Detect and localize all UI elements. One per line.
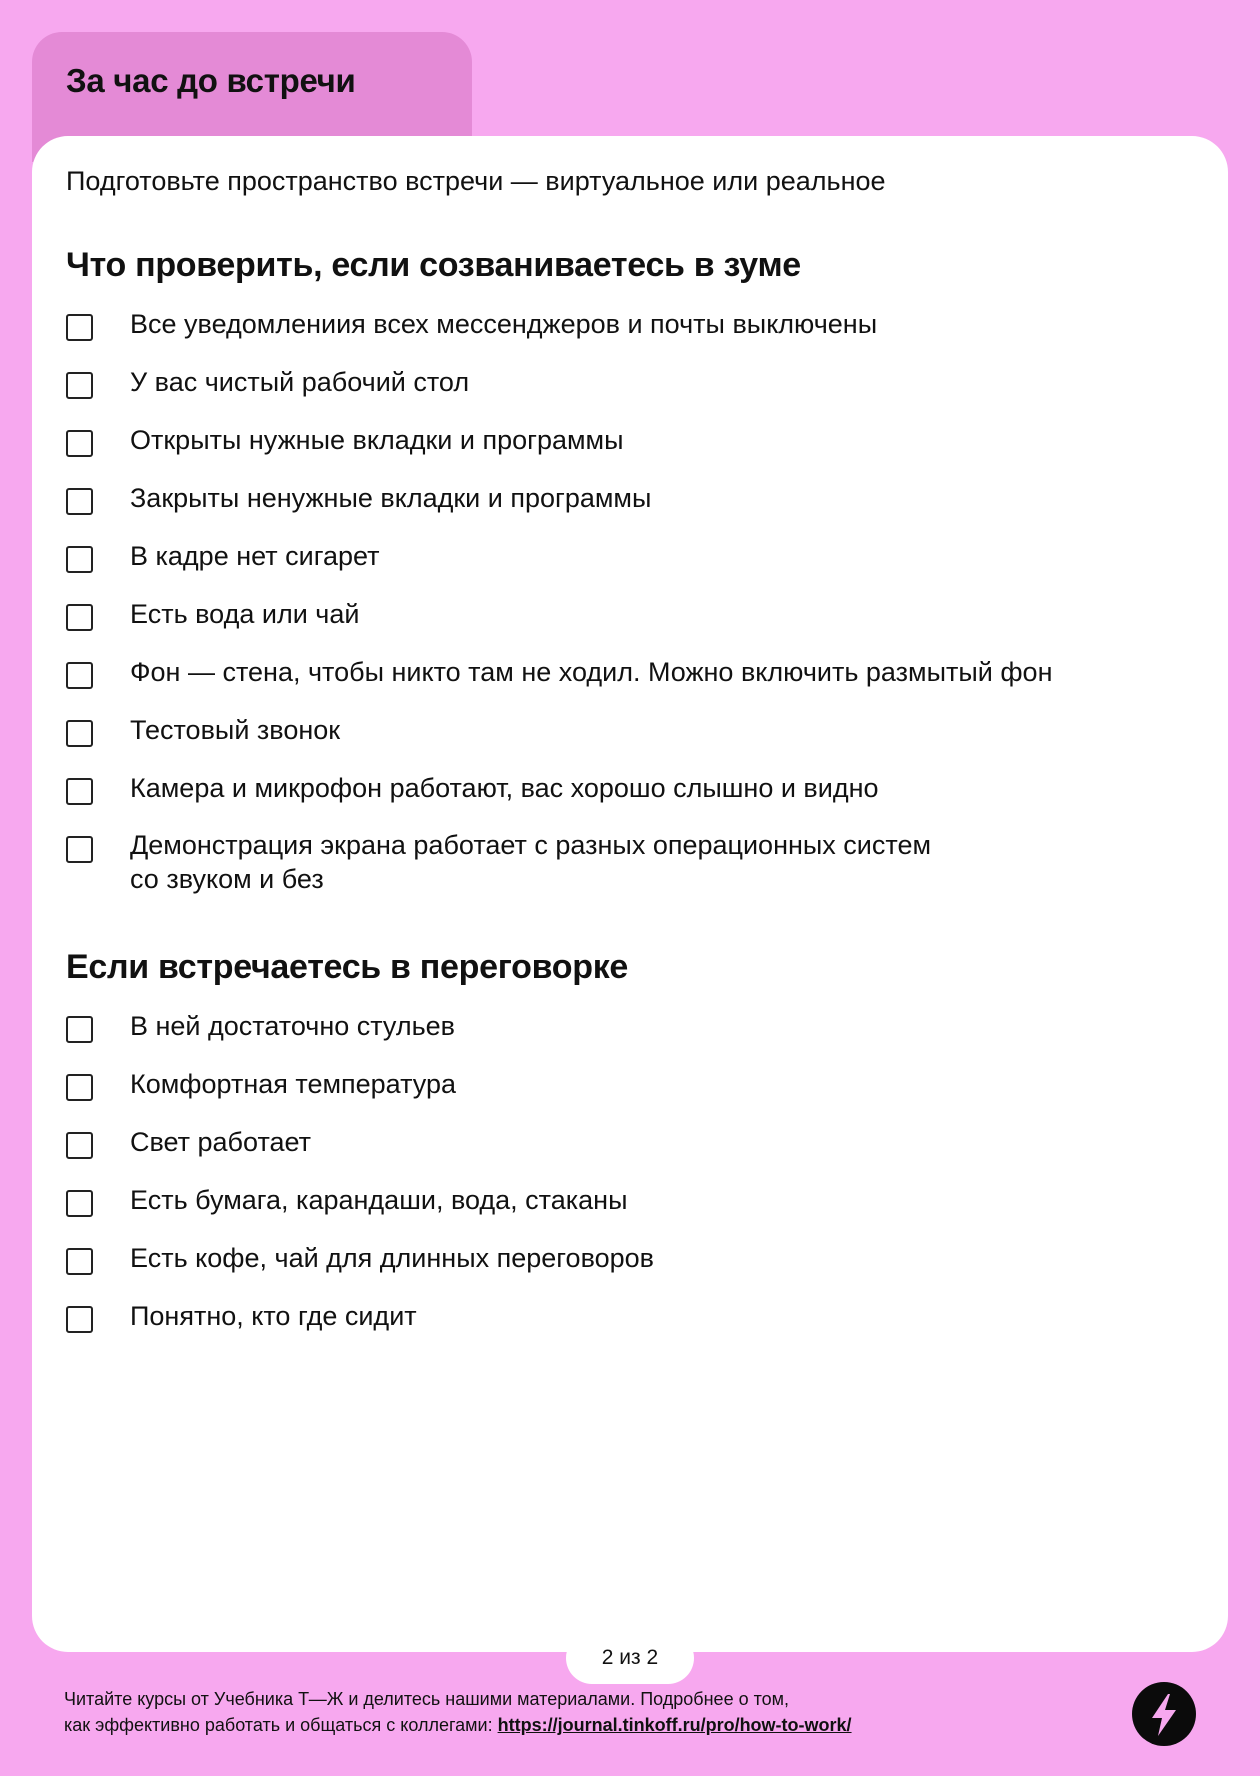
footer-line-2	[64, 1712, 852, 1738]
checklist-item-label: Демонстрация экрана работает с разных операционных систем со звуком и без	[130, 830, 932, 894]
footer-line-2-text: как эффективно работать и общаться с коллегами:	[64, 1715, 498, 1735]
checklist-item[interactable]	[66, 1240, 1166, 1298]
checkbox[interactable]	[66, 836, 93, 863]
checklist-item[interactable]	[66, 1008, 1166, 1066]
checklist-item[interactable]	[66, 306, 1166, 364]
page-indicator: 2 из 2	[566, 1632, 694, 1684]
checklist-item-label: Понятно, кто где сидит	[130, 1301, 417, 1331]
section-title-meeting-room: Если встречаетесь в переговорке	[66, 948, 629, 986]
checkbox[interactable]	[66, 662, 93, 689]
checkbox[interactable]	[66, 372, 93, 399]
checklist-item-label: Есть вода или чай	[130, 599, 360, 629]
checkbox[interactable]	[66, 546, 93, 573]
lightning-icon	[1132, 1682, 1196, 1746]
checklist-item[interactable]	[66, 422, 1166, 480]
checklist-meeting-room	[66, 1008, 1166, 1356]
section-title-zoom: Что проверить, если созваниваетесь в зуме	[66, 246, 801, 284]
checklist-item-label: Камера и микрофон работают, вас хорошо слышно и видно	[130, 773, 879, 803]
logo	[1132, 1682, 1196, 1746]
checklist-item-label: Фон — стена, чтобы никто там не ходил. Можно включить размытый фон	[130, 657, 1053, 687]
checklist-item-label: Свет работает	[130, 1127, 312, 1157]
checklist-item[interactable]	[66, 654, 1166, 712]
checklist-item-label: Закрыты ненужные вкладки и программы	[130, 483, 652, 513]
checklist-item-label: В ней достаточно стульев	[130, 1011, 456, 1041]
checklist-item-label: Тестовый звонок	[130, 715, 341, 745]
checklist-zoom	[66, 306, 1166, 920]
checklist-item-label: Открыты нужные вкладки и программы	[130, 425, 624, 455]
checklist-item[interactable]	[66, 1066, 1166, 1124]
checklist-item-label: Есть бумага, карандаши, вода, стаканы	[130, 1185, 628, 1215]
checkbox[interactable]	[66, 1190, 93, 1217]
checklist-item[interactable]	[66, 1298, 1166, 1356]
checklist-item-label: В кадре нет сигарет	[130, 541, 380, 571]
footer-link[interactable]: https://journal.tinkoff.ru/pro/how-to-work/	[497, 1715, 852, 1735]
checkbox[interactable]	[66, 1016, 93, 1043]
checkbox[interactable]	[66, 1248, 93, 1275]
checklist-item-label: Есть кофе, чай для длинных переговоров	[130, 1243, 654, 1273]
checkbox[interactable]	[66, 1074, 93, 1101]
checkbox[interactable]	[66, 778, 93, 805]
checklist-item[interactable]	[66, 538, 1166, 596]
footer-text	[64, 1686, 852, 1738]
checklist-item[interactable]	[66, 596, 1166, 654]
checkbox[interactable]	[66, 430, 93, 457]
checklist-item-label: Все уведомлениия всех мессенджеров и почты выключены	[130, 309, 878, 339]
checklist-item-label: У вас чистый рабочий стол	[130, 367, 470, 397]
checklist-item[interactable]	[66, 364, 1166, 422]
checklist-item[interactable]	[66, 712, 1166, 770]
checklist-item[interactable]	[66, 1182, 1166, 1240]
checkbox[interactable]	[66, 1306, 93, 1333]
checkbox[interactable]	[66, 314, 93, 341]
checkbox[interactable]	[66, 604, 93, 631]
checklist-item[interactable]	[66, 770, 1166, 828]
checkbox[interactable]	[66, 720, 93, 747]
checklist-item[interactable]	[66, 480, 1166, 538]
checkbox[interactable]	[66, 488, 93, 515]
checkbox[interactable]	[66, 1132, 93, 1159]
page-title: За час до встречи	[66, 62, 356, 99]
checklist-item[interactable]	[66, 1124, 1166, 1182]
footer-line-1: Читайте курсы от Учебника Т—Ж и делитесь нашими материалами. Подробнее о том,	[64, 1689, 790, 1709]
checklist-item[interactable]	[66, 828, 1166, 920]
checklist-item-label: Комфортная температура	[130, 1069, 456, 1099]
intro-text: Подготовьте пространство встречи — виртуальное или реальное	[66, 166, 886, 196]
